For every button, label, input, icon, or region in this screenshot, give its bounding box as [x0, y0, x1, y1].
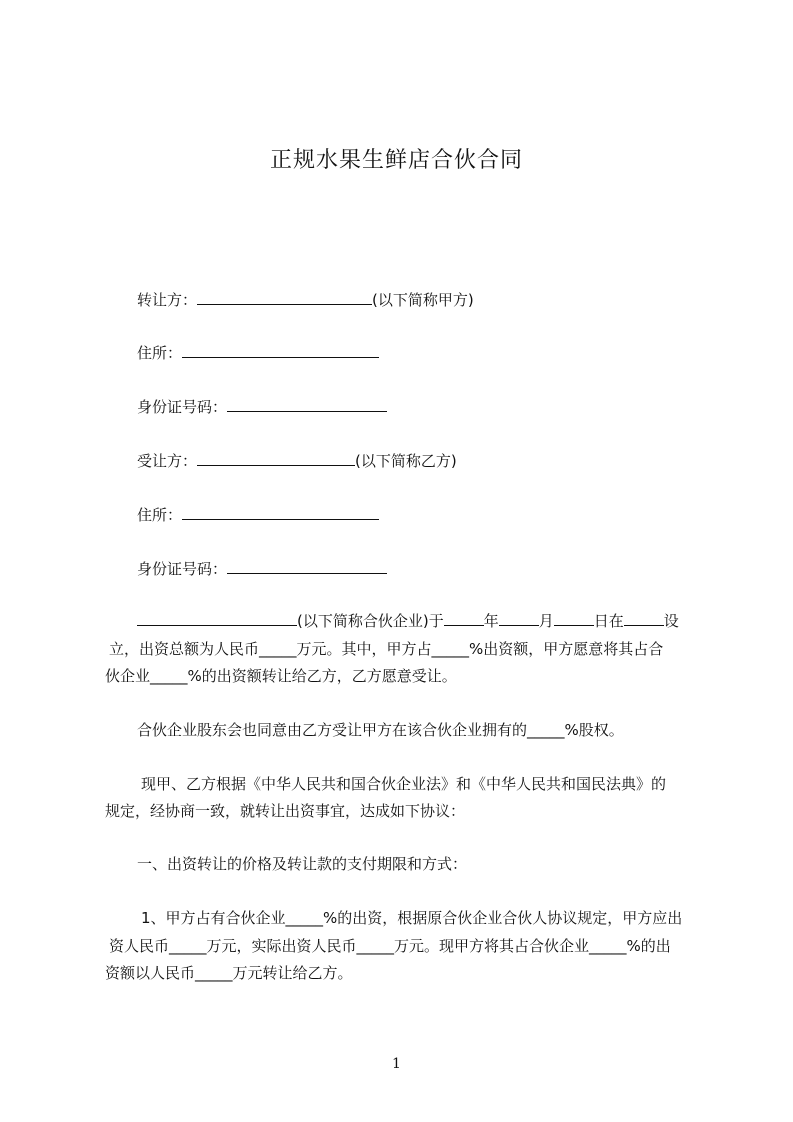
item-1-line-1: 1、甲方占有合伙企业_____%的出资，根据原合伙企业合伙人协议规定，甲方应出 — [141, 909, 683, 927]
transferee-blank — [197, 450, 355, 466]
transferee-address-line — [137, 504, 379, 526]
enterprise-name-blank — [137, 610, 297, 626]
transferor-suffix: (以下简称甲方) — [372, 291, 474, 309]
page-number: 1 — [392, 1056, 401, 1072]
address-blank — [182, 342, 379, 358]
month-blank — [499, 610, 539, 626]
transferor-line — [137, 289, 474, 311]
paragraph-3-line-2: 规定，经协商一致，就转让出资事宜，达成如下协议： — [105, 802, 466, 820]
paragraph-1-line-2: 立，出资总额为人民币_____万元。其中，甲方占_____%出资额，甲方愿意将其占合 — [109, 640, 664, 658]
id-label: 身份证号码： — [137, 398, 228, 416]
transferor-address-line — [137, 342, 379, 364]
year-blank — [444, 610, 484, 626]
address-label: 住所： — [137, 344, 183, 362]
day-blank — [554, 610, 594, 626]
transferee-line — [137, 450, 457, 472]
transferee-id-line — [137, 558, 387, 580]
item-1-line-3: 资额以人民币_____万元转让给乙方。 — [105, 964, 353, 982]
paragraph-1-line-3: 伙企业_____%的出资额转让给乙方，乙方愿意受让。 — [105, 667, 457, 685]
address-blank — [182, 504, 379, 520]
id-blank — [227, 396, 387, 412]
section-1-heading: 一、出资转让的价格及转让款的支付期限和方式： — [137, 855, 468, 873]
document-title: 正规水果生鲜店合伙合同 — [269, 148, 523, 173]
paragraph-1-line-1 — [137, 610, 679, 632]
place-blank — [624, 610, 664, 626]
p1-text-c: 月 — [538, 612, 554, 630]
transferor-blank — [197, 289, 372, 305]
p1-text-a: (以下简称合伙企业)于 — [297, 612, 444, 630]
p1-text-e: 设 — [663, 612, 679, 630]
transferee-label: 受让方： — [137, 452, 198, 470]
transferor-id-line — [137, 396, 387, 418]
p1-text-b: 年 — [483, 612, 499, 630]
paragraph-2: 合伙企业股东会也同意由乙方受让甲方在该合伙企业拥有的_____%股权。 — [137, 721, 624, 739]
id-blank — [227, 558, 387, 574]
transferee-suffix: (以下简称乙方) — [355, 452, 457, 470]
item-1-line-2: 资人民币_____万元，实际出资人民币_____万元。现甲方将其占合伙企业_____%的出 — [109, 937, 671, 955]
paragraph-3-line-1: 现甲、乙方根据《中华人民共和国合伙企业法》和《中华人民共和国民法典》的 — [141, 775, 667, 793]
id-label: 身份证号码： — [137, 560, 228, 578]
address-label: 住所： — [137, 506, 183, 524]
transferor-label: 转让方： — [137, 291, 198, 309]
p1-text-d: 日在 — [593, 612, 624, 630]
